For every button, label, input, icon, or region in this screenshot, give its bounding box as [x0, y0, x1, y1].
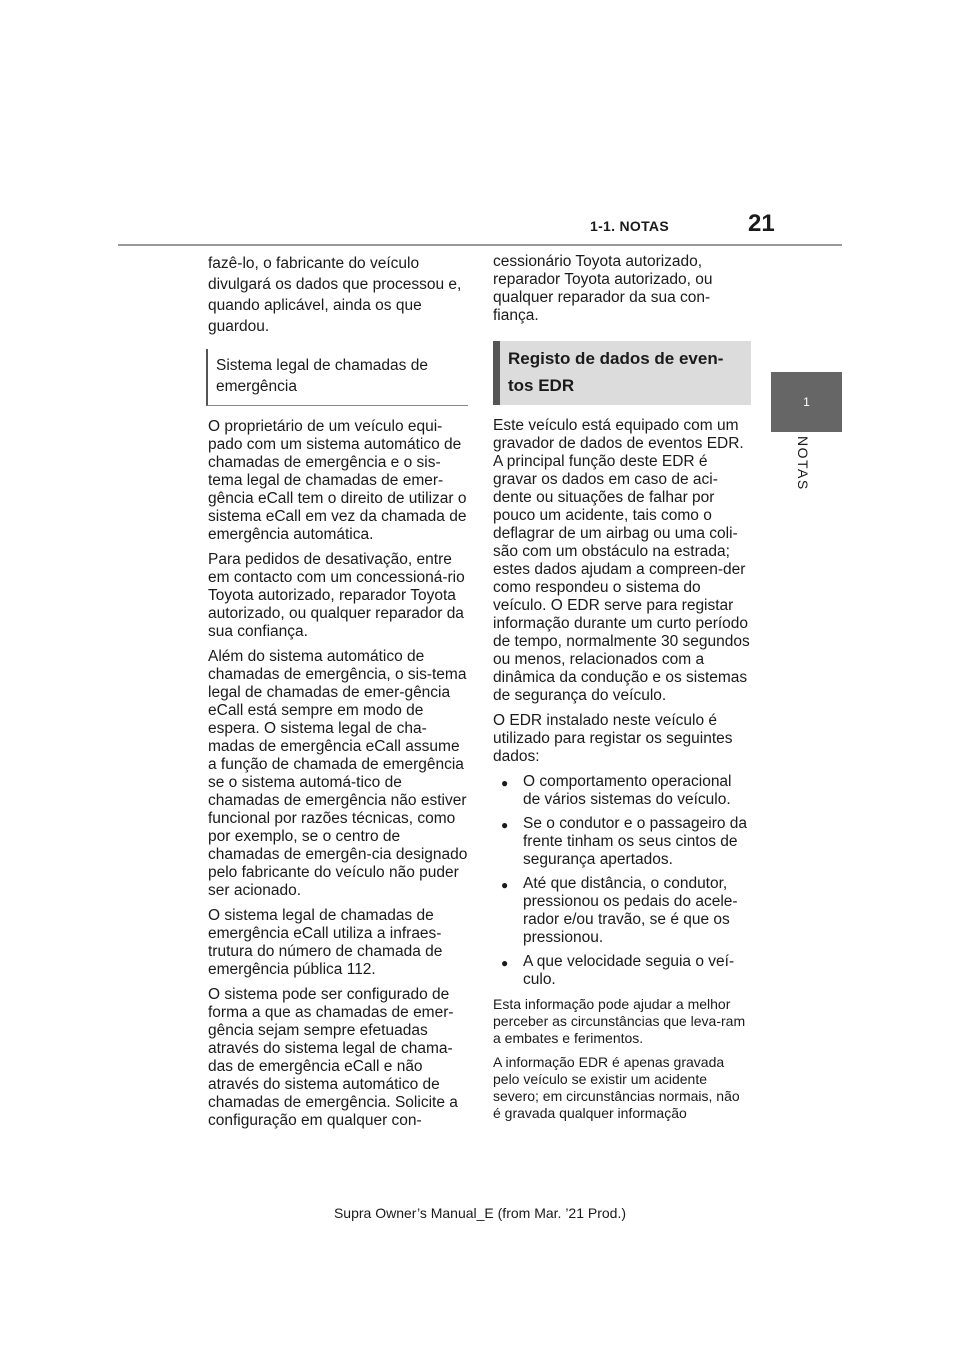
bullet-icon: ●: [501, 878, 509, 892]
right-column: [493, 253, 751, 1129]
bullet-icon: ●: [501, 818, 509, 832]
list-item-text: A que velocidade seguia o veí-culo.: [523, 953, 735, 988]
paragraph: O sistema legal de chamadas de emergência eCall utiliza a infraes-trutura do número de chamada de emergência pública 112.: [208, 907, 443, 978]
section-heading: Registo de dados de even-tos EDR: [493, 341, 751, 405]
note-paragraph: A informação EDR é apenas gravada pelo veículo se existir um acidente severo; em circunstâncias normais, não é gravada qualquer informação: [493, 1054, 740, 1121]
header-divider: [118, 244, 842, 246]
paragraph: Para pedidos de desativação, entre em contacto com um concessioná-rio Toyota autorizado, reparador Toyota autorizado, ou qualquer reparador da sua confiança.: [208, 551, 465, 640]
bullet-icon: ●: [501, 956, 509, 970]
list-item-text: O comportamento operacional de vários sistemas do veículo.: [523, 773, 732, 808]
paragraph: Este veículo está equipado com um gravador de dados de eventos EDR. A principal função deste EDR é gravar os dados em caso de aci-dente ou situações de falhar por pouco um acidente, tais como o deflagrar de um airbag ou uma coli-são com um obstáculo na estrada; estes dados ajudam a compreen-der como respondeu o sistema do veículo. O EDR serve para registar informação durante um curto período de tempo, normalmente 30 segundos ou menos, relacionados com a dinâmica da condução e os sistemas de segurança do veículo.: [493, 417, 750, 704]
footer-text: Supra Owner’s Manual_E (from Mar. ’21 Prod.): [333, 1205, 627, 1221]
note-paragraph: Esta informação pode ajudar a melhor perceber as circunstâncias que leva-ram a embates e ferimentos.: [493, 996, 746, 1046]
paragraph: Além do sistema automático de chamadas de emergência, o sis-tema legal de chamadas de emer-gência eCall está sempre em modo de espera. O sistema legal de cha-madas de emergência eCall assume a função de chamada de emergência se o sistema automá-tico de chamadas de emergência não estiver funcional por razões técnicas, como por exemplo, se o centro de chamadas de emergên-cia designado pelo fabricante do veículo não puder ser acionado.: [208, 648, 468, 899]
left-intro-text: fazê-lo, o fabricante do veículo divulgará os dados que processou e, quando aplicável, ainda os que guardou.: [208, 255, 462, 335]
chapter-tab-number: 1: [803, 395, 810, 409]
chapter-tab[interactable]: [771, 372, 842, 432]
list-item: [493, 773, 751, 809]
subsection-title: Sistema legal de chamadas de emergência: [216, 357, 428, 395]
bullet-list: [493, 773, 751, 989]
subsection-box: [206, 349, 468, 406]
page-number: 21: [748, 210, 775, 237]
list-item-text: Se o condutor e o passageiro da frente tinham os seus cintos de segurança apertados.: [523, 815, 748, 868]
list-item: [493, 815, 751, 869]
chapter-tab-label: NOTAS: [795, 436, 811, 491]
section-title: 1-1. NOTAS: [590, 218, 669, 234]
paragraph: O sistema pode ser configurado de forma a que as chamadas de emer-gência sejam sempre efetuadas através do sistema legal de chama-das de emergência eCall e não através do sistema automático de chamadas de emergência. Solicite a configuração em qualquer con-: [208, 986, 458, 1129]
left-column: [208, 253, 468, 1137]
list-item-text: Até que distância, o condutor, pressionou os pedais do acele-rador e/ou travão, se é que os pressionou.: [523, 875, 738, 946]
paragraph: O proprietário de um veículo equi-pado com um sistema automático de chamadas de emergência e o sis-tema legal de chamadas de emer-gência eCall tem o direito de utilizar o sistema eCall em vez da chamada de emergência automática.: [208, 418, 467, 543]
list-item: [493, 953, 751, 989]
bullet-icon: ●: [501, 776, 509, 790]
paragraph: O EDR instalado neste veículo é utilizado para registar os seguintes dados:: [493, 712, 733, 765]
list-item: [493, 875, 751, 947]
right-intro-text: cessionário Toyota autorizado, reparador Toyota autorizado, ou qualquer reparador da sua con-fiança.: [493, 253, 713, 324]
